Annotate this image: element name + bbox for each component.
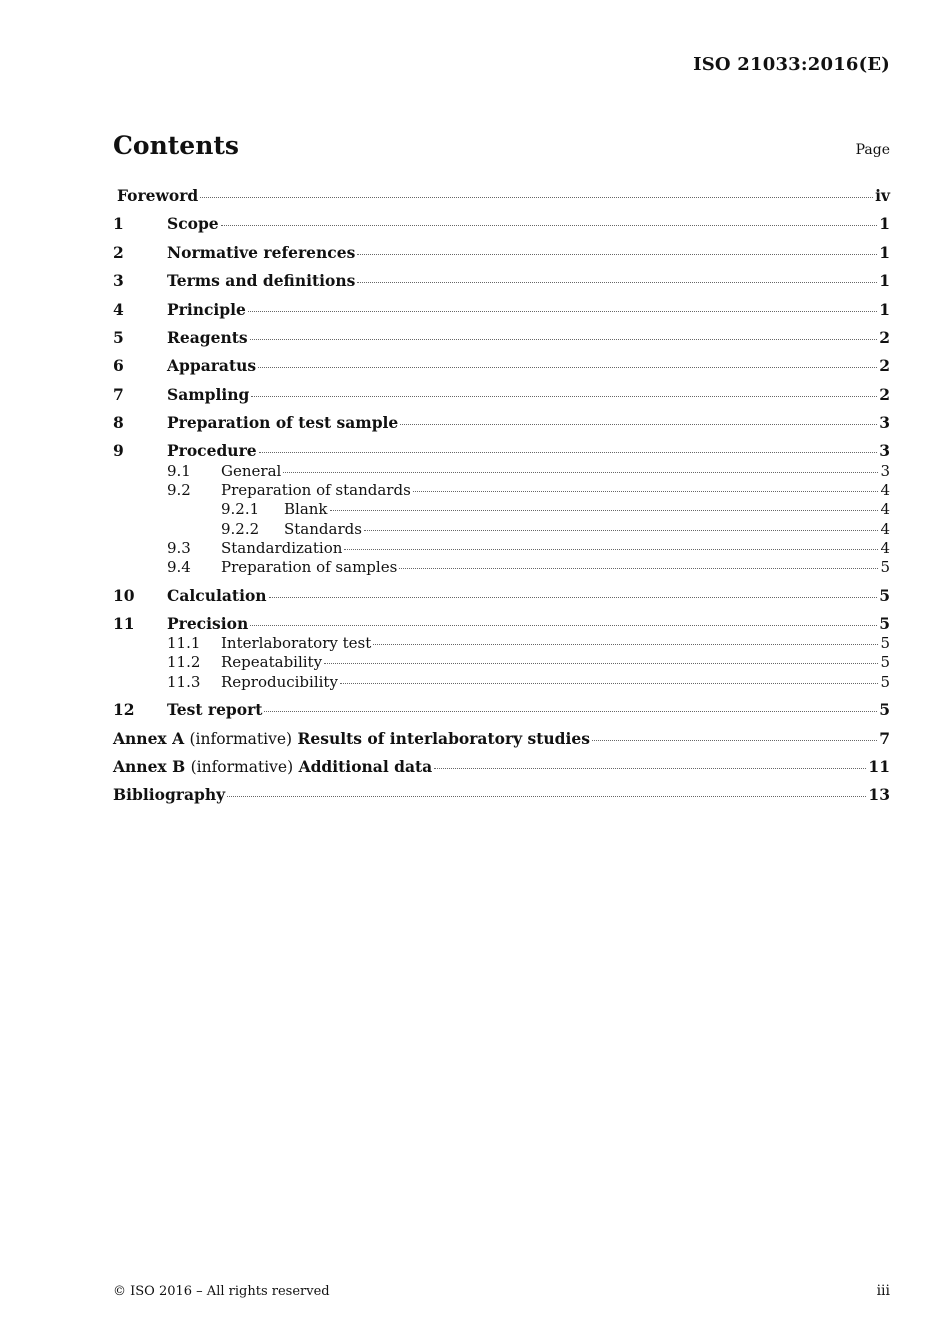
copyright-notice: © ISO 2016 – All rights reserved [113, 1284, 330, 1299]
toc-entry-page: 4 [880, 500, 890, 518]
dot-leader [250, 625, 877, 626]
toc-entry-text: Reproducibility [221, 673, 338, 691]
toc-entry-page: 7 [879, 729, 890, 748]
toc-entry-page: 5 [879, 700, 890, 719]
toc-entry-page: 11 [868, 757, 890, 776]
dot-leader [259, 452, 878, 453]
toc-entry-text: Standardization [221, 539, 343, 557]
toc-entry-page: 5 [880, 558, 890, 576]
annex-note: (informative) [190, 758, 294, 776]
dot-leader [251, 396, 877, 397]
toc-entry-calculation[interactable] [113, 586, 890, 605]
toc-entry-number: 5 [113, 328, 124, 347]
toc-entry-test-report[interactable] [113, 700, 890, 719]
toc-entry-number: 11 [113, 614, 135, 633]
toc-entry-apparatus[interactable] [113, 356, 890, 375]
toc-entry-text: Annex A [113, 729, 185, 748]
contents-heading: Contents [113, 131, 240, 160]
toc-entry-text: Bibliography [113, 785, 226, 804]
toc-entry-page: 5 [879, 614, 890, 633]
toc-entry-page: 3 [879, 413, 890, 432]
dot-leader [373, 644, 878, 645]
toc-entry-number: 9.2.2 [221, 520, 260, 538]
dot-leader [399, 568, 878, 569]
toc-entry-page: 1 [879, 214, 890, 233]
toc-entry-page: 2 [879, 328, 890, 347]
toc-entry-repeatability[interactable] [113, 653, 890, 671]
toc-entry-text: Standards [284, 520, 362, 538]
toc-entry-number: 9.4 [167, 558, 191, 576]
dot-leader [344, 549, 878, 550]
dot-leader [283, 472, 878, 473]
annex-title: Results of interlaboratory studies [297, 729, 590, 748]
toc-entry-normative-references[interactable] [113, 243, 890, 262]
dot-leader [340, 683, 879, 684]
toc-entry-number: 7 [113, 385, 124, 404]
toc-entry-preparation-of-test-sample[interactable] [113, 413, 890, 432]
toc-entry-text: Preparation of test sample [167, 413, 399, 432]
toc-entry-terms-and-definitions[interactable] [113, 271, 890, 290]
toc-entry-preparation-of-standards[interactable] [113, 481, 890, 499]
dot-leader [413, 491, 879, 492]
toc-entry-text: Scope [167, 214, 219, 233]
toc-entry-page: 3 [879, 441, 890, 460]
toc-entry-page: 2 [879, 385, 890, 404]
toc-entry-number: 9.3 [167, 539, 191, 557]
toc-entry-number: 9.2 [167, 481, 191, 499]
dot-leader [248, 311, 877, 312]
toc-entry-text: General [221, 462, 282, 480]
toc-entry-text: Terms and definitions [167, 271, 356, 290]
toc-entry-text: Principle [167, 300, 246, 319]
toc-entry-page: 5 [880, 653, 890, 671]
dot-leader [357, 254, 877, 255]
toc-entry-text: Calculation [167, 586, 267, 605]
dot-leader [221, 225, 878, 226]
toc-entry-text: Procedure [167, 441, 257, 460]
toc-entry-page: 2 [879, 356, 890, 375]
toc-entry-number: 4 [113, 300, 124, 319]
toc-entry-number: 11.3 [167, 673, 201, 691]
dot-leader [400, 424, 877, 425]
toc-entry-text: Preparation of standards [221, 481, 411, 499]
toc-entry-number: 6 [113, 356, 124, 375]
toc-entry-text: Annex B [113, 757, 186, 776]
toc-entry-page: 5 [879, 586, 890, 605]
toc-entry-text: Repeatability [221, 653, 323, 671]
dot-leader [227, 796, 866, 797]
toc-entry-annex-a[interactable] [113, 729, 890, 748]
document-id: ISO 21033:2016(E) [693, 54, 890, 75]
toc-entry-page: 3 [880, 462, 890, 480]
toc-entry-text: Sampling [167, 385, 250, 404]
dot-leader [269, 597, 878, 598]
toc-entry-text: Blank [284, 500, 328, 518]
toc-entry-number: 11.1 [167, 634, 201, 652]
page-number: iii [876, 1283, 890, 1299]
toc-entry-foreword[interactable] [113, 186, 890, 205]
toc-entry-number: 3 [113, 271, 124, 290]
toc-entry-text: Test report [167, 700, 263, 719]
annex-title: Additional data [298, 757, 433, 776]
toc-entry-page: 4 [880, 539, 890, 557]
toc-entry-number: 1 [113, 214, 124, 233]
toc-entry-page: 5 [880, 673, 890, 691]
toc-entry-procedure[interactable] [113, 441, 890, 460]
toc-entry-reproducibility[interactable] [113, 673, 890, 691]
toc-entry-page: 4 [880, 481, 890, 499]
toc-entry-preparation-of-samples[interactable] [113, 558, 890, 576]
toc-entry-page: 1 [879, 271, 890, 290]
toc-entry-text: Normative references [167, 243, 356, 262]
toc-entry-text: Preparation of samples [221, 558, 398, 576]
toc-entry-page: 13 [868, 785, 890, 804]
toc-entry-text: Foreword [117, 186, 199, 205]
toc-entry-standardization[interactable] [113, 539, 890, 557]
dot-leader [357, 282, 877, 283]
toc-entry-text: Reagents [167, 328, 248, 347]
dot-leader [364, 530, 879, 531]
toc-entry-interlaboratory-test[interactable] [113, 634, 890, 652]
toc-entry-standards[interactable] [113, 520, 890, 538]
toc-entry-blank[interactable] [113, 500, 890, 518]
toc-entry-page: 1 [879, 243, 890, 262]
dot-leader [592, 740, 877, 741]
toc-entry-text: Interlaboratory test [221, 634, 372, 652]
dot-leader [434, 768, 866, 769]
toc-entry-number: 8 [113, 413, 124, 432]
toc-entry-page: iv [875, 186, 890, 205]
toc-entry-page: 5 [880, 634, 890, 652]
toc-entry-bibliography[interactable] [113, 785, 890, 804]
dot-leader [324, 663, 878, 664]
toc-entry-number: 11.2 [167, 653, 201, 671]
toc-entry-number: 2 [113, 243, 124, 262]
toc-entry-text: Precision [167, 614, 249, 633]
dot-leader [330, 510, 879, 511]
dot-leader [264, 711, 877, 712]
toc-entry-principle[interactable] [113, 300, 890, 319]
page-column-label: Page [855, 142, 890, 158]
toc-entry-number: 10 [113, 586, 135, 605]
toc-entry-number: 9.2.1 [221, 500, 260, 518]
toc-entry-number: 12 [113, 700, 135, 719]
toc-entry-number: 9 [113, 441, 124, 460]
toc-entry-scope[interactable] [113, 214, 890, 233]
toc-entry-page: 4 [880, 520, 890, 538]
dot-leader [258, 367, 877, 368]
toc-entry-annex-b[interactable] [113, 757, 890, 776]
toc-entry-page: 1 [879, 300, 890, 319]
dot-leader [200, 197, 873, 198]
toc-entry-reagents[interactable] [113, 328, 890, 347]
toc-entry-text: Apparatus [167, 356, 257, 375]
toc-entry-general[interactable] [113, 462, 890, 480]
annex-note: (informative) [189, 730, 293, 748]
toc-entry-number: 9.1 [167, 462, 191, 480]
toc-entry-sampling[interactable] [113, 385, 890, 404]
dot-leader [250, 339, 878, 340]
toc-entry-precision[interactable] [113, 614, 890, 633]
